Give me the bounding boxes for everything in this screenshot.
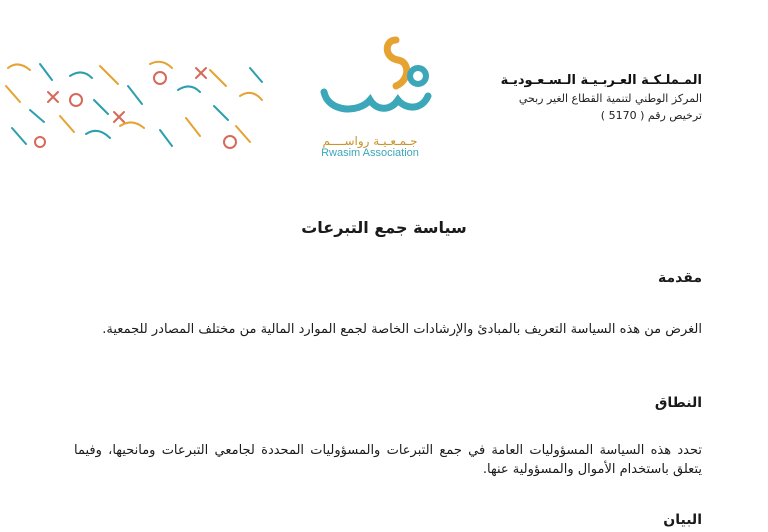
license-number: ترخيص رقم ( 5170 ) xyxy=(600,109,702,122)
decorative-pattern-icon xyxy=(0,56,270,151)
section-body-scope: تحدد هذه السياسة المسؤوليات العامة في جمع التبرعات والمسؤوليات المحددة لجامعي التبرعات ومانحيها، وفيما يتعلق باستخدام الأموال والمسؤولية عنها. xyxy=(74,443,702,477)
section-body-intro: الغرض من هذه السياسة التعريف بالمبادئ والإرشادات الخاصة لجمع الموارد المالية من مختلف المصادر للجمعية. xyxy=(102,322,702,337)
page-title: سياسة جمع التبرعات xyxy=(301,218,467,237)
issuer-block xyxy=(472,72,702,124)
logo-english-name: Rwasim Association xyxy=(321,147,419,159)
section-heading-scope: النطاق xyxy=(654,395,702,411)
logo-arabic-name: جـمـعـيـة رواســــم xyxy=(322,134,418,148)
association-logo xyxy=(300,36,450,159)
kingdom-name: المـملـكـة العـربـيـة الـسـعـوديـة xyxy=(500,73,702,88)
ncnp-name: المركز الوطني لتنمية القطاع الغير ربحي xyxy=(518,92,702,105)
section-heading-intro: مقدمة xyxy=(658,270,702,286)
rwasim-logo-icon xyxy=(318,36,436,116)
section-heading-statement: البيان xyxy=(663,512,702,528)
